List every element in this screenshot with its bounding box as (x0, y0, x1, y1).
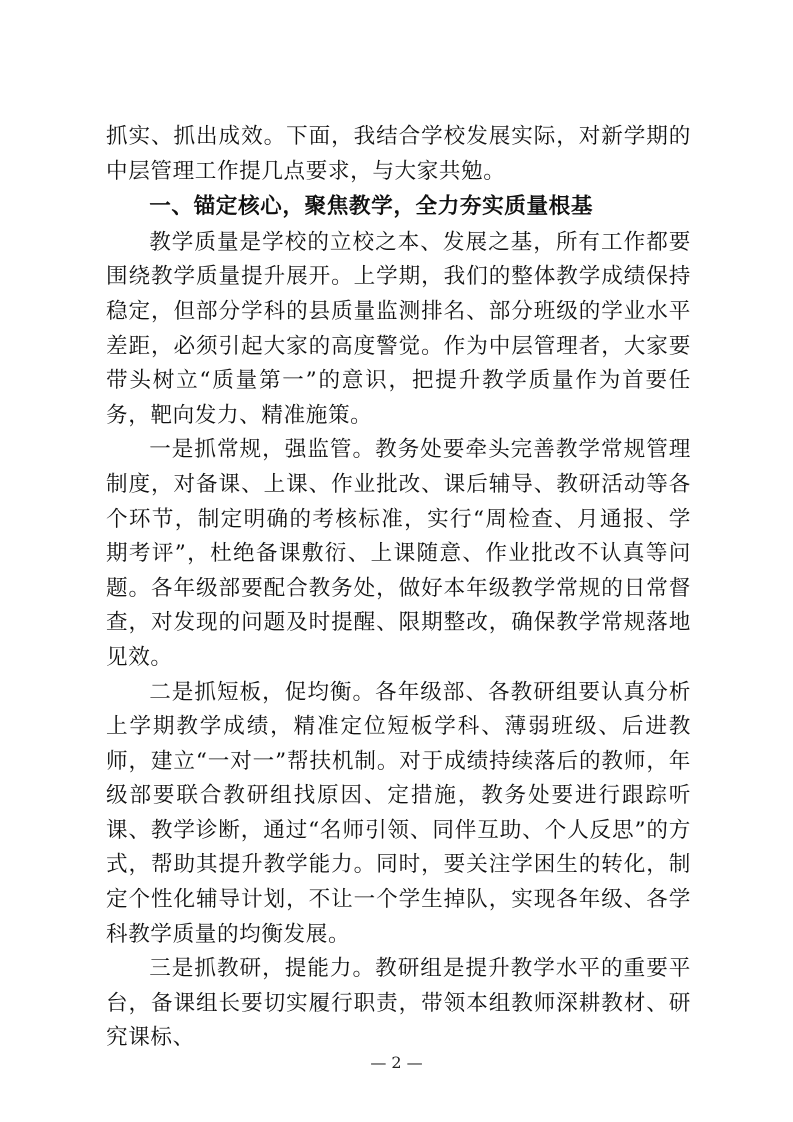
paragraph-point-2 (106, 676, 691, 953)
paragraph-text: 抓常规，强监管。教务处要牵头完善教学常规管理制度，对备课、上课、作业批改、课后辅导、教研活动等各个环节，制定明确的考核标准，实行“周检查、月通报、学期考评”，杜绝备课敷衍、上课随意、作业批改不认真等问题。各年级部要配合教务处，做好本年级教学常规的日常督查，对发现的问题及时提醒、限期整改，确保教学常规落地见效。 (106, 437, 691, 670)
section-heading (106, 190, 691, 225)
point-lead: 二是 (149, 679, 195, 705)
paragraph-text: 抓短板，促均衡。各年级部、各教研组要认真分析上学期教学成绩，精准定位短板学科、薄弱班级、后进教师，建立“一对一”帮扶机制。对于成绩持续落后的教师，年级部要联合教研组找原因、定措施，教务处要进行跟踪听课、教学诊断，通过“名师引领、同伴互助、个人反思”的方式，帮助其提升教学能力。同时，要关注学困生的转化，制定个性化辅导计划，不让一个学生掉队，实现各年级、各学科教学质量的均衡发展。 (106, 679, 691, 947)
paragraph-point-3 (106, 952, 691, 1056)
paragraph-text: 教学质量是学校的立校之本、发展之基，所有工作都要围绕教学质量提升展开。上学期，我们的整体教学成绩保持稳定，但部分学科的县质量监测排名、部分班级的学业水平差距，必须引起大家的高度警觉。作为中层管理者，大家要带头树立“质量第一”的意识，把提升教学质量作为首要任务，靶向发力、精准施策。 (106, 229, 691, 428)
paragraph-text: 抓实、抓出成效。下面，我结合学校发展实际，对新学期的中层管理工作提几点要求，与大家共勉。 (106, 124, 691, 184)
point-lead: 三是 (149, 956, 195, 982)
heading-text: 一、锚定核心，聚焦教学，全力夯实质量根基 (149, 194, 594, 220)
paragraph-point-1 (106, 433, 691, 675)
page-number: — 2 — (370, 1053, 423, 1072)
paragraph-intro (106, 120, 691, 189)
document-body (106, 120, 691, 1056)
paragraph-text: 抓教研，提能力。教研组是提升教学水平的重要平台，备课组长要切实履行职责，带领本组教师深耕教材、研究课标、 (106, 956, 691, 1051)
point-lead: 一是 (149, 437, 195, 463)
paragraph-body (106, 226, 691, 434)
